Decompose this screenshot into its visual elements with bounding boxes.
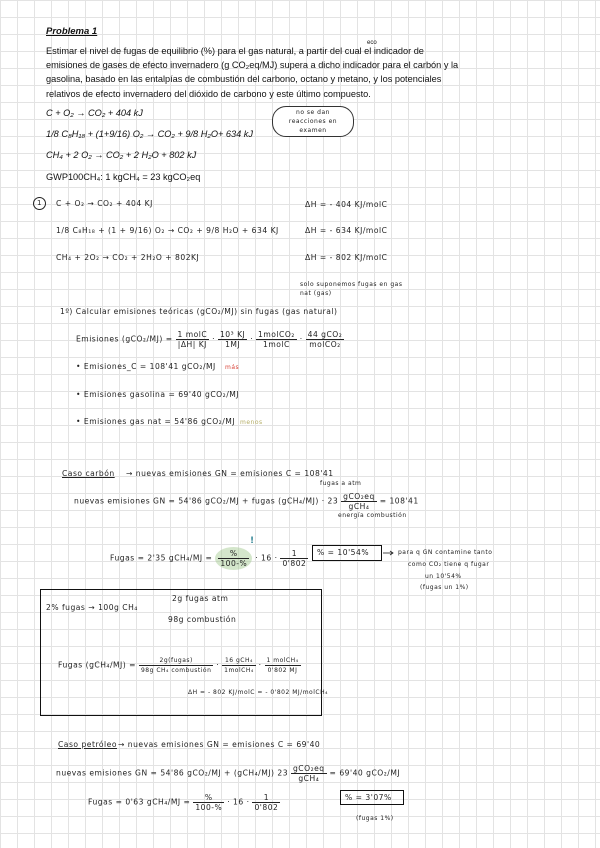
carbon-result-box	[312, 545, 382, 561]
fraction-fugas-combustion	[139, 656, 213, 675]
carbon-line-2	[74, 492, 419, 511]
cloud-note-text: no se dan reacciones en examen	[288, 109, 338, 134]
carbon-conclusion-2: como CO₂ tiene q fugar	[408, 561, 490, 568]
fraction-percent	[215, 547, 252, 570]
problem-title: Problema 1	[46, 26, 98, 37]
carbon-line-2-a: nuevas emisiones GN = 54'86 gCO₂/MJ + fugas (gCH₄/MJ) · 23	[74, 496, 339, 506]
fraction-molc-dh	[176, 330, 210, 349]
fraction-numerator: %	[193, 793, 224, 803]
petroleo-fugas-equation	[88, 793, 280, 812]
exclamation-mark: !	[250, 536, 255, 546]
reaction-methane: CH₄ + 2O₂ → CO₂ + 2H₂O + 802KJ	[56, 253, 200, 262]
example-down: 98g combustión	[168, 615, 237, 624]
reaction-carbon: C + O₂ → CO₂ + 404 KJ	[56, 199, 153, 208]
fraction-denominator: molCO₂	[309, 340, 341, 349]
carbon-conclusion-1: para q GN contamine tanto	[398, 549, 493, 556]
fraction-one-0802	[252, 793, 280, 812]
equation-octane: 1/8 C₈H₁₈ + (1+9/16) O₂ → CO₂ + 9/8 H₂O+ 634 kJ	[46, 129, 253, 139]
emissions-lhs: Emisiones (gCO₂/MJ) =	[76, 334, 173, 344]
fraction-denominator: 0'802 MJ	[267, 667, 298, 674]
carbon-fugas-lhs: Fugas = 2'35 gCH₄/MJ =	[110, 553, 213, 563]
emissions-formula: Emisiones (gCO₂/MJ) = $\frac{\text{1 molC}}{|\Delta H| KJ}$ · $\frac{\text{10³ KJ}}{1MJ}$ · $\frac{\text{1molCO₂}}{\text{1molC}}$ · $\frac{\text{44 gCO₂}}{\text{molCO₂}}$	[76, 330, 343, 349]
petroleo-line-2	[56, 764, 400, 783]
heading-carbon: Caso carbón	[62, 469, 115, 478]
emissions-carbon: • Emisiones_C = 108'41 gCO₂/MJ	[76, 362, 216, 371]
fraction-numerator: gCO₂eq	[292, 764, 325, 773]
petroleo-fugas-mid: · 16 ·	[227, 797, 250, 807]
label-fugas-atm: fugas a atm	[320, 480, 362, 487]
fraction-numerator: 10³ KJ	[219, 330, 246, 339]
fraction-one-0802	[280, 549, 308, 568]
fraction-gco2-molco2	[306, 330, 345, 349]
label-energia-combustion: energía combustión	[338, 512, 407, 519]
fraction-molch4-mj	[265, 656, 301, 675]
petroleo-note: (fugas 1%)	[356, 815, 394, 822]
fraction-numerator: %	[218, 549, 249, 559]
example-left: 2% fugas → 100g CH₄	[46, 603, 138, 612]
fraction-denominator: 1molC	[263, 340, 290, 349]
fraction-denominator: 0'802	[282, 559, 307, 568]
fraction-denominator: 1MJ	[225, 340, 241, 349]
fraction-kj-mj	[218, 330, 247, 349]
fraction-numerator: 1 molCH₄	[266, 657, 299, 664]
fraction-denominator: 0'802	[254, 803, 279, 812]
carbon-conclusion-4: (fugas un 1%)	[420, 584, 469, 591]
fraction-numerator: 2g(fugas)	[139, 656, 213, 666]
fraction-co2eq-ch4	[341, 492, 377, 511]
fraction-denominator: 100-%	[220, 559, 248, 568]
petroleo-line-1: → nuevas emisiones GN = emisiones C = 69'40	[118, 740, 321, 749]
fraction-numerator: 44 gCO₂	[307, 330, 343, 339]
petroleo-result: % = 3'07%	[345, 793, 392, 802]
carbon-fugas-mid: · 16 ·	[255, 553, 278, 563]
fraction-numerator: 1	[252, 793, 280, 803]
fraction-numerator: 16 gCH₄	[222, 656, 256, 666]
petroleo-fugas-lhs: Fugas = 0'63 gCH₄/MJ =	[88, 797, 191, 807]
fraction-denominator: 1molCH₄	[224, 667, 254, 674]
gwp-line: GWP100CH₄: 1 kgCH₄ = 23 kgCO₂eq	[46, 172, 201, 182]
petroleo-result-box	[340, 790, 404, 805]
fraction-denominator: gCH₄	[348, 502, 370, 511]
reaction-methane-dh: ΔH = - 802 KJ/molC	[305, 253, 388, 262]
example-up: 2g fugas atm	[172, 594, 229, 603]
petroleo-line-2-a: nuevas emisiones GN = 54'86 gCO₂/MJ + (gCH₄/MJ) 23	[56, 768, 289, 778]
fraction-numerator: 1molCO₂	[258, 330, 295, 339]
reaction-carbon-dh: ΔH = - 404 KJ/molC	[305, 200, 388, 209]
fraction-denominator: gCH₄	[298, 774, 320, 783]
carbon-fugas-equation	[110, 547, 308, 570]
fraction-denominator: 100-%	[195, 803, 223, 812]
reaction-octane-dh: ΔH = - 634 KJ/molC	[305, 226, 388, 235]
emissions-gasoline: • Emisiones gasolina = 69'40 gCO₂/MJ	[76, 390, 240, 399]
carbon-line-1: → nuevas emisiones GN = emisiones C = 108'41	[126, 469, 334, 478]
emissions-natural-gas: • Emisiones gas nat = 54'86 gCO₂/MJ	[76, 417, 236, 426]
tag-menos: menos	[240, 419, 263, 426]
problem-statement: Estimar el nivel de fugas de equilibrio (%) para el gas natural, a partir del cual el indicador de emisiones de gases de efecto invernadero (g CO₂eq/MJ) supera a dicho indicador para el carbón y la gasolina, basado en las entalpías de combustión del carbono, octano y metano, y los potenciales relativos de efecto invernadero del dióxido de carbono y este último compuesto.	[46, 46, 459, 99]
fraction-gch4-molch4	[222, 656, 256, 675]
fraction-denominator: 98g CH₄ combustión	[140, 667, 212, 674]
fraction-numerator: 1	[280, 549, 308, 559]
step-1: 1º) Calcular emisiones teóricas (gCO₂/MJ) sin fugas (gas natural)	[60, 307, 338, 316]
petroleo-line-2-b: = 69'40 gCO₂/MJ	[329, 768, 401, 778]
reaction-octane: 1/8 C₈H₁₈ + (1 + 9/16) O₂ → CO₂ + 9/8 H₂O + 634 KJ	[56, 226, 279, 235]
carbon-line-2-b: = 108'41	[379, 496, 419, 506]
example-lhs: Fugas (gCH₄/MJ) =	[58, 660, 137, 670]
fraction-molco2-molc	[256, 330, 297, 349]
heading-petroleo: Caso petróleo	[58, 740, 117, 749]
example-equation: Fugas (gCH₄/MJ) = $\frac{\text{2g(fugas)}}{\text{98g CH₄ combustión}}$ · $\frac{\text{16 gCH₄}}{\text{1molCH₄}}$ · $\frac{\text{1 molCH₄}}{0'802 MJ}$	[58, 657, 299, 674]
fraction-co2eq-ch4	[291, 764, 327, 783]
equation-carbon: C + O₂ → CO₂ + 404 kJ	[46, 108, 143, 118]
note-solo-gas: solo suponemos fugas en gas nat (gas)	[300, 281, 403, 297]
arrow-icon	[383, 551, 395, 555]
carbon-result: % = 10'54%	[317, 548, 370, 557]
section-number: 1	[33, 197, 46, 210]
fraction-numerator: gCO₂eq	[343, 492, 375, 501]
tag-mas: más	[225, 364, 240, 371]
fraction-denominator: |ΔH| KJ	[177, 340, 207, 349]
cloud-note	[272, 106, 354, 137]
fraction-percent	[193, 793, 224, 812]
carbon-conclusion-3: un 10'54%	[425, 573, 462, 580]
eco-note: eco	[367, 40, 377, 46]
equation-methane: CH₄ + 2 O₂ → CO₂ + 2 H₂O + 802 kJ	[46, 150, 197, 160]
fraction-numerator: 1 molC	[177, 330, 208, 339]
example-dh: ΔH = - 802 KJ/molC = - 0'802 MJ/molCH₄	[188, 689, 328, 696]
